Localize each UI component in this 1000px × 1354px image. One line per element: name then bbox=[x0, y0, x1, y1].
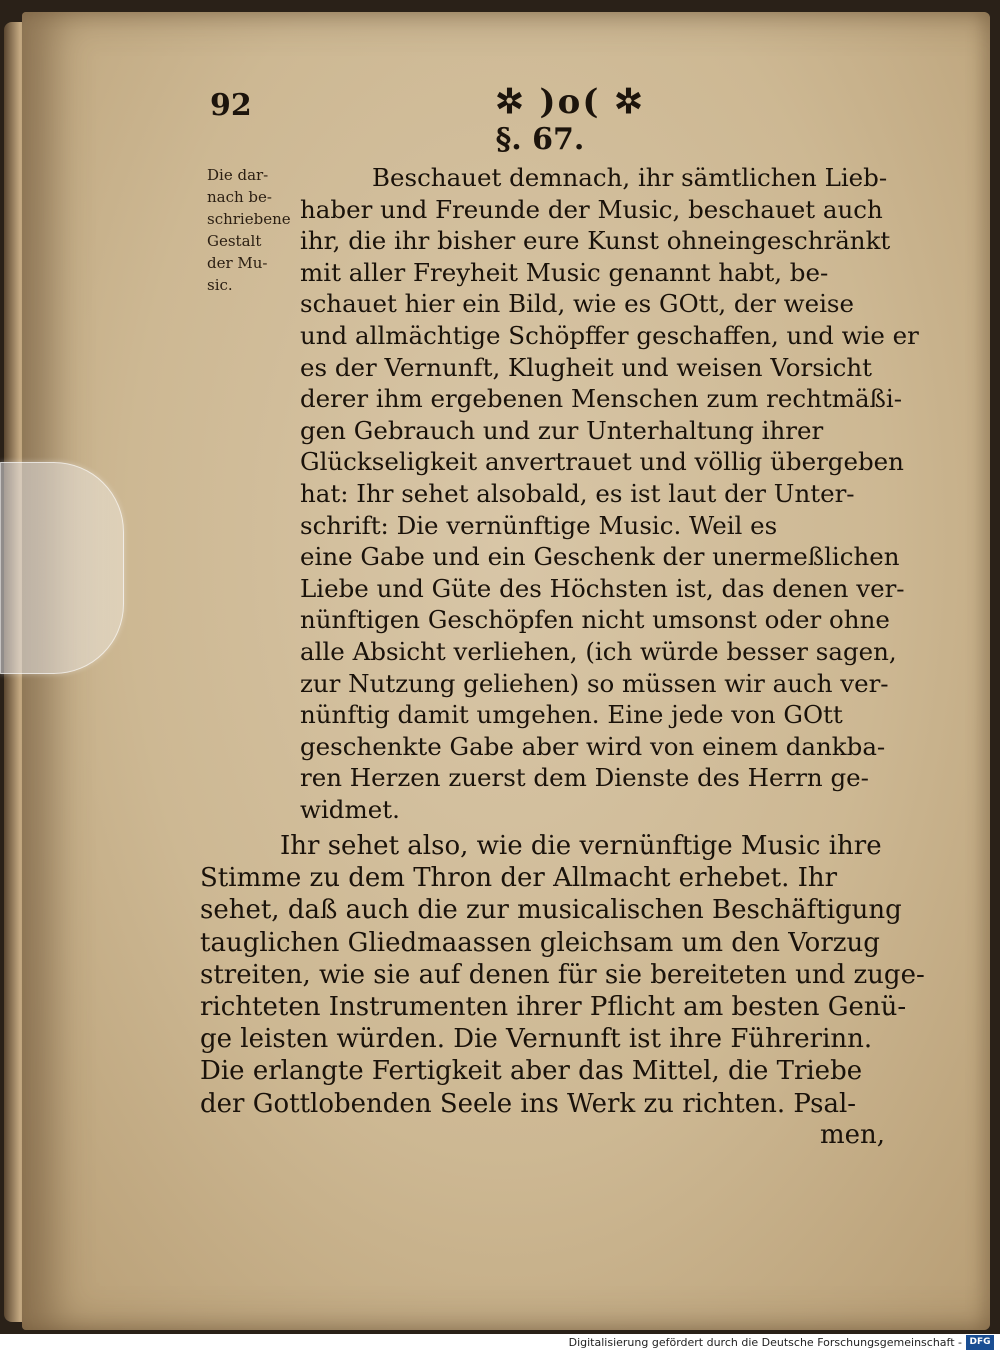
text-line: geschenkte Gabe aber wird von einem dankba- bbox=[300, 731, 886, 761]
text-line: Beschauet demnach, ihr sämtlichen Lieb- bbox=[372, 163, 888, 192]
text-line: gen Gebrauch und zur Unterhaltung ihrer bbox=[300, 415, 824, 445]
text-line: Glückseligkeit anvertrauet und völlig übergeben bbox=[300, 447, 904, 477]
text-line: sehet, daß auch die zur musicalischen Beschäftigung bbox=[200, 895, 902, 926]
text-line: schauet hier ein Bild, wie es GOtt, der weise bbox=[300, 289, 854, 319]
text-line: mit aller Freyheit Music genannt habt, be- bbox=[300, 257, 829, 287]
text-line: richteten Instrumenten ihrer Pflicht am besten Genü- bbox=[200, 991, 907, 1022]
text-line: derer ihm ergebenen Menschen zum rechtmäßi- bbox=[300, 384, 903, 414]
marginal-line: schriebene bbox=[207, 210, 291, 228]
marginal-line: Die dar- bbox=[207, 166, 269, 184]
text-line: nünftigen Geschöpfen nicht umsonst oder ohne bbox=[300, 605, 890, 635]
text-line: ren Herzen zuerst dem Dienste des Herrn ge- bbox=[300, 763, 869, 793]
catchword: men, bbox=[820, 1120, 886, 1150]
text-line: Stimme zu dem Thron der Allmacht erhebet. Ihr bbox=[200, 863, 838, 894]
text-line: es der Vernunft, Klugheit und weisen Vorsicht bbox=[300, 352, 873, 382]
text-line: streiten, wie sie auf denen für sie bereiteten und zuge- bbox=[200, 959, 925, 990]
text-line: schrift: Die vernünftige Music. Weil es bbox=[300, 510, 778, 540]
dfg-logo: DFG bbox=[966, 1335, 994, 1350]
text-line: eine Gabe und ein Geschenk der unermeßlichen bbox=[300, 542, 900, 572]
text-line: ge leisten würden. Die Vernunft ist ihre Führerinn. bbox=[200, 1024, 873, 1055]
page-clip bbox=[0, 462, 124, 674]
text-line: der Gottlobenden Seele ins Werk zu richten. Psal- bbox=[200, 1088, 857, 1119]
text-line: hat: Ihr sehet alsobald, es ist laut der Unter- bbox=[300, 478, 855, 508]
text-line: widmet. bbox=[300, 794, 400, 824]
footer-bar bbox=[0, 1334, 1000, 1354]
page-number: 92 bbox=[210, 88, 252, 123]
marginal-line: Gestalt bbox=[207, 232, 262, 250]
paragraph-2 bbox=[200, 830, 925, 1120]
text-line: zur Nutzung geliehen) so müssen wir auch ver- bbox=[300, 668, 889, 698]
text-line: nünftig damit umgehen. Eine jede von GOtt bbox=[300, 700, 843, 730]
text-line: haber und Freunde der Music, beschauet auch bbox=[300, 194, 883, 224]
text-line: Die erlangte Fertigkeit aber das Mittel, die Triebe bbox=[200, 1056, 863, 1087]
marginal-line: nach be- bbox=[207, 188, 272, 206]
text-line: Liebe und Güte des Höchsten ist, das denen ver- bbox=[300, 573, 905, 603]
marginal-line: sic. bbox=[207, 276, 233, 294]
marginal-line: der Mu- bbox=[207, 254, 268, 272]
text-line: und allmächtige Schöpffer geschaffen, und wie er bbox=[300, 320, 919, 350]
marginal-note bbox=[207, 164, 297, 296]
text-line: ihr, die ihr bisher eure Kunst ohneingeschränkt bbox=[300, 226, 891, 256]
digitization-credit: Digitalisierung gefördert durch die Deutsche Forschungsgemeinschaft - bbox=[568, 1336, 962, 1349]
text-line: Ihr sehet also, wie die vernünftige Music ihre bbox=[280, 831, 882, 861]
paragraph-1 bbox=[300, 162, 919, 825]
text-line: tauglichen Gliedmaassen gleichsam um den Vorzug bbox=[200, 927, 880, 958]
section-heading: §. 67. bbox=[495, 122, 585, 157]
text-line: alle Absicht verliehen, (ich würde besser sagen, bbox=[300, 636, 897, 666]
running-head: ✲ )o( ✲ bbox=[495, 82, 645, 122]
